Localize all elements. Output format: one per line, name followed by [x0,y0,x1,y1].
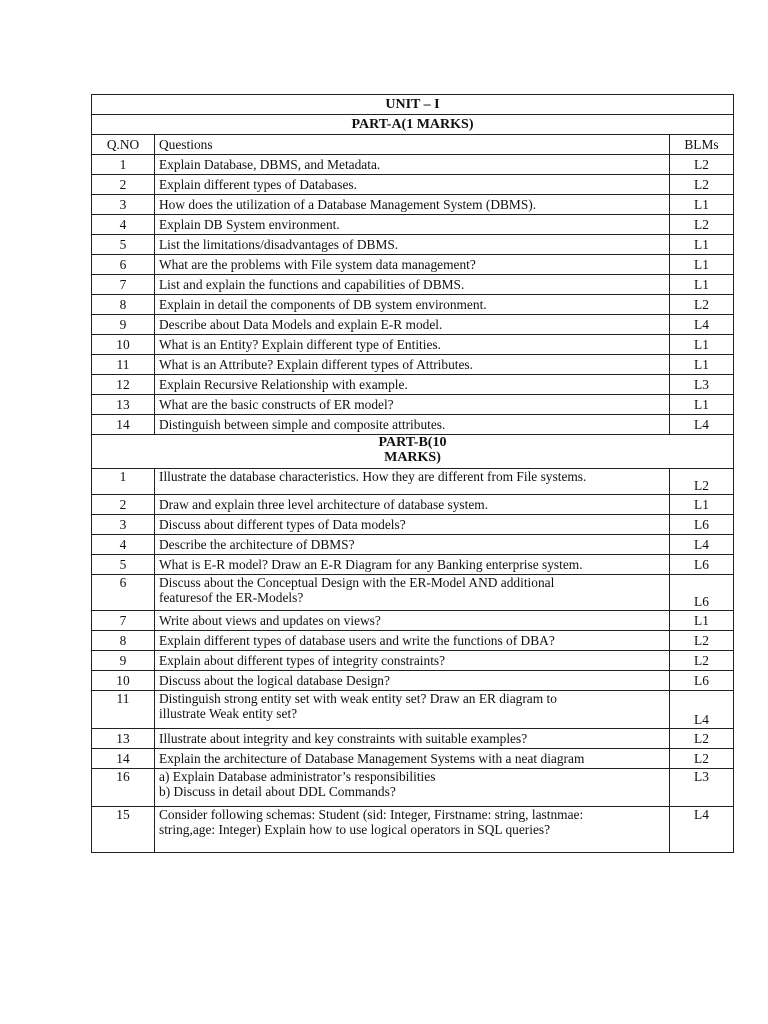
question-text: What are the problems with File system data management? [155,255,670,275]
part-b-row [92,729,734,749]
part-b-row [92,575,734,611]
part-b-heading [92,435,734,469]
blm-level: L1 [669,355,733,375]
question-text: Explain the architecture of Database Management Systems with a neat diagram [155,749,670,769]
blm-level: L1 [669,235,733,255]
question-text: Explain different types of database users and write the functions of DBA? [155,631,670,651]
question-number: 1 [92,155,155,175]
blm-level: L2 [669,469,733,495]
question-number: 11 [92,691,155,729]
question-number: 1 [92,469,155,495]
blm-level: L4 [669,315,733,335]
question-text: Describe about Data Models and explain E-R model. [155,315,670,335]
question-text-line2: illustrate Weak entity set? [159,706,298,721]
question-text: Write about views and updates on views? [155,611,670,631]
question-number: 10 [92,671,155,691]
blm-level: L4 [669,807,733,853]
question-text: Illustrate the database characteristics. How they are different from File systems. [155,469,670,495]
part-a-row [92,315,734,335]
part-b-row [92,769,734,807]
part-a-row [92,395,734,415]
col-header-blms: BLMs [669,135,733,155]
part-a-row [92,235,734,255]
question-bank-table [91,94,734,853]
question-text: List the limitations/disadvantages of DBMS. [155,235,670,255]
question-number: 8 [92,631,155,651]
part-b-heading-line2: MARKS) [384,450,441,465]
unit-title-row [92,95,734,115]
question-text: Discuss about the logical database Design? [155,671,670,691]
question-number: 10 [92,335,155,355]
question-text: Explain in detail the components of DB system environment. [155,295,670,315]
question-number: 4 [92,215,155,235]
part-b-heading-row [92,435,734,469]
part-b-row [92,469,734,495]
question-number: 2 [92,495,155,515]
question-text: Discuss about different types of Data models? [155,515,670,535]
part-a-row [92,355,734,375]
part-a-row [92,255,734,275]
blm-level: L4 [669,691,733,729]
part-a-row [92,335,734,355]
question-number: 7 [92,611,155,631]
question-text-line2: featuresof the ER-Models? [159,590,304,605]
blm-level: L1 [669,195,733,215]
blm-level: L2 [669,295,733,315]
col-header-questions: Questions [155,135,670,155]
part-b-row [92,515,734,535]
part-b-row [92,535,734,555]
question-text-line1: Distinguish strong entity set with weak entity set? Draw an ER diagram to [159,691,557,706]
part-a-row [92,175,734,195]
question-number: 5 [92,235,155,255]
question-table-body [92,95,734,155]
question-text: What are the basic constructs of ER model? [155,395,670,415]
part-a-row [92,295,734,315]
question-text: Explain different types of Databases. [155,175,670,195]
blm-level: L2 [669,729,733,749]
question-text-line1: Discuss about the Conceptual Design with the ER-Model AND additional [159,575,555,590]
question-text: Distinguish between simple and composite attributes. [155,415,670,435]
part-b-questions [92,469,734,853]
question-text-line1: a) Explain Database administrator’s responsibilities [159,769,436,784]
question-number: 13 [92,729,155,749]
blm-level: L1 [669,395,733,415]
part-b-heading-line1: PART-B(10 [378,435,447,450]
part-b-row [92,749,734,769]
question-text: Draw and explain three level architecture of database system. [155,495,670,515]
blm-level: L6 [669,555,733,575]
part-a-row [92,195,734,215]
question-text: What is an Attribute? Explain different types of Attributes. [155,355,670,375]
question-text: What is E-R model? Draw an E-R Diagram for any Banking enterprise system. [155,555,670,575]
part-b-row [92,495,734,515]
blm-level: L2 [669,175,733,195]
question-text: Illustrate about integrity and key constraints with suitable examples? [155,729,670,749]
unit-title: UNIT – I [92,95,734,115]
part-b-row [92,671,734,691]
question-text [155,807,670,853]
question-text: Explain Recursive Relationship with example. [155,375,670,395]
question-number: 13 [92,395,155,415]
question-number: 16 [92,769,155,807]
question-text-line2: b) Discuss in detail about DDL Commands? [159,784,396,799]
blm-level: L3 [669,769,733,807]
part-a-row [92,275,734,295]
question-number: 3 [92,515,155,535]
part-a-questions [92,155,734,435]
question-text: What is an Entity? Explain different type of Entities. [155,335,670,355]
blm-level: L1 [669,611,733,631]
question-number: 7 [92,275,155,295]
blm-level: L4 [669,415,733,435]
question-number: 2 [92,175,155,195]
question-number: 11 [92,355,155,375]
column-header-row [92,135,734,155]
question-number: 9 [92,651,155,671]
part-b-row [92,651,734,671]
blm-level: L4 [669,535,733,555]
question-number: 14 [92,749,155,769]
blm-level: L3 [669,375,733,395]
question-text-line1: Consider following schemas: Student (sid: Integer, Firstname: string, lastnmae: [159,807,584,822]
question-number: 5 [92,555,155,575]
blm-level: L2 [669,749,733,769]
part-a-heading: PART-A(1 MARKS) [92,115,734,135]
question-number: 3 [92,195,155,215]
question-text: List and explain the functions and capabilities of DBMS. [155,275,670,295]
blm-level: L1 [669,335,733,355]
part-b-row [92,631,734,651]
question-number: 8 [92,295,155,315]
col-header-qno: Q.NO [92,135,155,155]
part-b-row [92,611,734,631]
part-b-heading-section [92,435,734,469]
part-b-row [92,555,734,575]
blm-level: L1 [669,275,733,295]
question-number: 6 [92,575,155,611]
question-number: 12 [92,375,155,395]
question-text [155,769,670,807]
question-text [155,691,670,729]
part-b-row [92,807,734,853]
question-text: How does the utilization of a Database Management System (DBMS). [155,195,670,215]
question-text: Describe the architecture of DBMS? [155,535,670,555]
question-text: Explain DB System environment. [155,215,670,235]
part-b-row [92,691,734,729]
question-number: 15 [92,807,155,853]
question-number: 14 [92,415,155,435]
blm-level: L2 [669,215,733,235]
part-a-row [92,375,734,395]
part-a-row [92,215,734,235]
part-a-heading-row [92,115,734,135]
question-number: 6 [92,255,155,275]
blm-level: L1 [669,255,733,275]
blm-level: L2 [669,631,733,651]
blm-level: L6 [669,575,733,611]
part-a-row [92,155,734,175]
blm-level: L6 [669,671,733,691]
part-a-row [92,415,734,435]
question-text [155,575,670,611]
question-text-line2: string,age: Integer) Explain how to use logical operators in SQL queries? [159,822,551,837]
question-text: Explain about different types of integrity constraints? [155,651,670,671]
question-number: 4 [92,535,155,555]
question-text: Explain Database, DBMS, and Metadata. [155,155,670,175]
blm-level: L2 [669,651,733,671]
blm-level: L1 [669,495,733,515]
question-number: 9 [92,315,155,335]
blm-level: L6 [669,515,733,535]
blm-level: L2 [669,155,733,175]
